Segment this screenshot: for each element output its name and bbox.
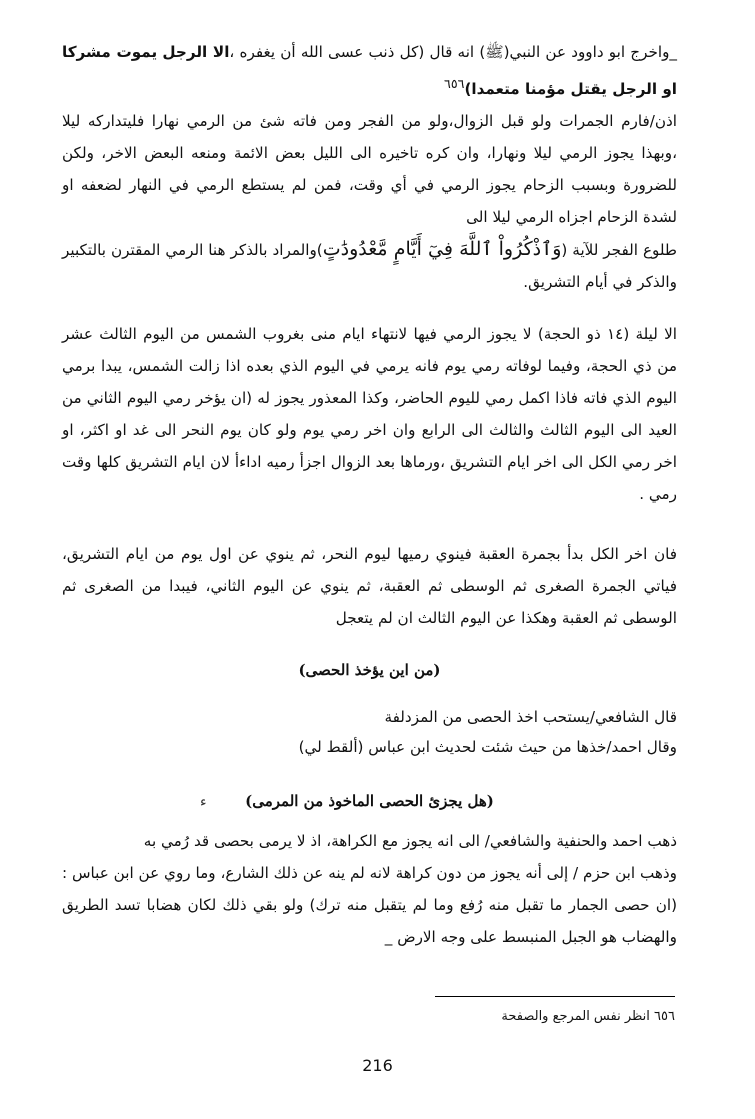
verse-explanation-text: )والمراد بالذكر هنا الرمي المقترن بالتكبير والذكر في أيام التشريق. (62, 241, 677, 292)
paragraph-hadith-and-stoning-time (62, 36, 677, 298)
section-heading-used-pebbles: (هل يجزئ الحصى الماخوذ من المرمى) (245, 792, 494, 810)
paragraph-night-of-14th (62, 318, 677, 510)
verse-intro-text: طلوع الفجر للآية ( (561, 241, 677, 260)
footnote-divider (435, 996, 675, 997)
night-of-14th-text: الا ليلة (١٤ ذو الحجة) لا يجوز الرمي فيها لانتهاء ايام منى بغروب الشمس من اليوم الثالث عشر من ذي الحجة، وفيما لوفاته رمي يوم فانه يرمي في اليوم الذي بعده اذا زالت الشمس، يبدا برمي اليوم الذي فاته فاذا اكمل رمي لليوم الحاضر، وكذا المعذور يجوز له (ان يؤخر رمي اليوم الثاني من العيد الى اليوم الثالث والثالث الى الرابع وان اخر رمي يوم ولو كان يوم النحر الى غد او اكثر، او اخر رمي الكل الى اخر ايام التشريق ،ورماها بعد الزوال اجزأ رميه اداءأ لان ايام التشريق كلها وقت رمي . (62, 325, 678, 503)
hadith-line (62, 36, 677, 105)
footnote-text: ٦٥٦ انظر نفس المرجع والصفحة (501, 1009, 675, 1024)
footnote-reference: ٦٥٦ (444, 76, 465, 91)
stoning-time-text: اذن/فارم الجمرات ولو قبل الزوال،ولو من الفجر ومن فاته شئ من الرمي نهارا فليتداركه ليلا ،وبهذا يجوز الرمي ليلا ونهارا، وان كره تاخيره الى الليل بعض الائمة ومنعه البعض الاخر، ولكن للضرورة وبسبب الزحام يجوز الرمي في أي وقت، فمن لم يستطع الرمي في النهار لضعفه او لشدة الزحام اجزاه الرمي ليلا الى (62, 112, 677, 227)
quran-verse: وَٱذْكُرُواْ ٱللَّهَ فِيٓ أَيَّامٍ مَّعْدُودَٰتٍ (322, 238, 562, 261)
hadith-bold-text: الا الرجل (162, 43, 230, 61)
ibn-hazm-opinion-text: وذهب ابن حزم / إلى أنه يجوز من دون كراهة لانه لم ينه عن ذلك الشارع، وما روي عن ابن عباس :(ان حصى الجمار ما تقبل منه رُفع وما لم يتقبل منه ترك) ولو بقي ذلك لكان هضابا تسد الطريق والهضاب هو الجبل المنبسط على وجه الارض _ (62, 864, 677, 946)
paragraph-used-pebbles-opinions (62, 825, 677, 953)
shafii-opinion: قال الشافعي/يستحب اخذ الحصى من المزدلفة (384, 708, 677, 726)
section-heading-pebble-source: (من اين يؤخذ الحصى) (298, 661, 441, 679)
hadith-bold-continuation: يموت مشركا او الرجل يقتل مؤمنا متعمدا) (62, 43, 677, 99)
stray-ink-mark: ﺀ (200, 794, 207, 810)
page-number: 216 (362, 1056, 393, 1075)
paragraph-pebble-source-opinions (62, 702, 677, 762)
verse-paragraph (62, 233, 677, 298)
delayed-stoning-text: فان اخر الكل بدأ بجمرة العقبة فينوي رميها ليوم النحر، ثم ينوي عن اول يوم من ايام التشريق، فياتي الجمرة الصغرى ثم الوسطى ثم العقبة، ثم ينوي عن اليوم الثاني، فيبدا من الصغرى ثم الوسطى ثم العقبة وهكذا عن اليوم الثالث ان لم يتعجل (62, 545, 677, 627)
ahmad-opinion: وقال احمد/خذها من حيث شئت لحديث ابن عباس (ألقط لي) (298, 738, 677, 756)
majority-opinion-text: ذهب احمد والحنفية والشافعي/ الى انه يجوز مع الكراهة، اذ لا يرمى بحصى قد رُمي به (143, 832, 677, 850)
hadith-text: _واخرج ابو داوود عن النبي(ﷺ) انه قال (كل ذنب عسى الله أن يغفره ، (229, 43, 678, 61)
paragraph-delayed-stoning-order (62, 538, 677, 634)
